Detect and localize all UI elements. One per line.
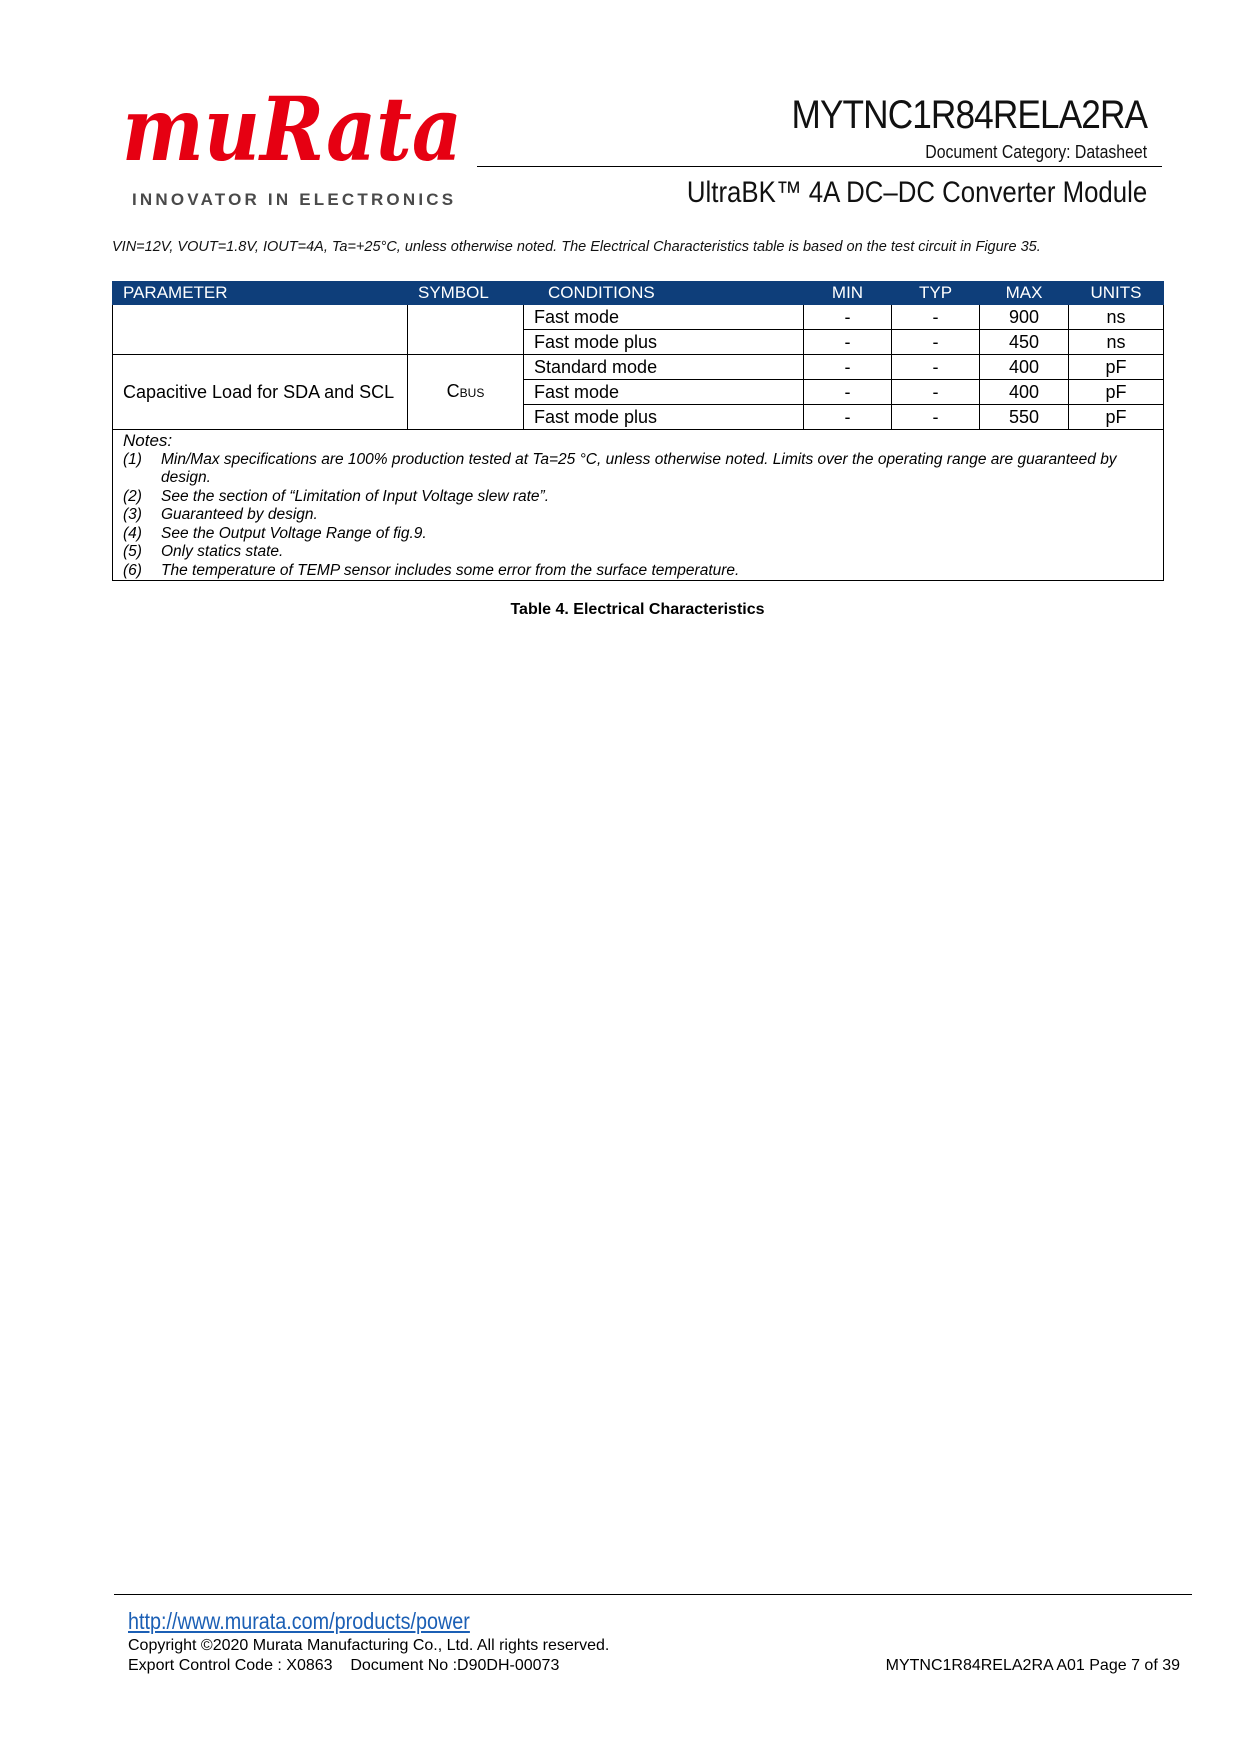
units-cell: pF	[1069, 380, 1164, 405]
export-control-text: Export Control Code : X0863 Document No :D90DH-00073	[128, 1657, 560, 1674]
min-cell: -	[804, 305, 892, 330]
conditions-cell: Fast mode	[524, 305, 804, 330]
min-cell: -	[804, 405, 892, 430]
conditions-cell: Standard mode	[524, 355, 804, 380]
note-number: (3)	[123, 506, 142, 523]
note-text: Only statics state.	[161, 543, 284, 560]
note-item	[123, 488, 1153, 507]
symbol-cell	[408, 305, 524, 355]
note-number: (5)	[123, 543, 142, 560]
document-subtitle: UltraBK™ 4A DC–DC Converter Module	[686, 176, 1147, 209]
logo-text: muRata	[122, 77, 462, 181]
parameter-cell: Capacitive Load for SDA and SCL	[113, 355, 408, 430]
min-cell: -	[804, 380, 892, 405]
typ-cell: -	[892, 330, 980, 355]
note-text: The temperature of TEMP sensor includes some error from the surface temperature.	[161, 561, 740, 579]
note-text: See the section of “Limitation of Input Voltage slew rate”.	[161, 487, 549, 505]
note-text: See the Output Voltage Range of fig.9.	[161, 524, 427, 542]
col-min: MIN	[804, 282, 892, 305]
typ-cell: -	[892, 405, 980, 430]
parameter-cell	[113, 305, 408, 355]
col-parameter: PARAMETER	[113, 282, 408, 305]
col-conditions: CONDITIONS	[524, 282, 804, 305]
col-symbol: SYMBOL	[408, 282, 524, 305]
note-number: (2)	[123, 487, 142, 505]
col-units: UNITS	[1069, 282, 1164, 305]
footer-divider	[114, 1594, 1192, 1595]
min-cell: -	[804, 355, 892, 380]
test-conditions: VIN=12V, VOUT=1.8V, IOUT=4A, Ta=+25°C, unless otherwise noted. The Electrical Characteristics table is based on the test circuit in Figure 35.	[112, 239, 1041, 255]
notes-row	[113, 430, 1164, 581]
max-cell: 400	[980, 355, 1069, 380]
notes-title: Notes:	[123, 431, 173, 450]
units-cell: pF	[1069, 355, 1164, 380]
electrical-characteristics-table	[112, 281, 1164, 581]
typ-cell: -	[892, 355, 980, 380]
note-number: (6)	[123, 561, 142, 579]
symbol-cell	[408, 355, 524, 430]
max-cell: 550	[980, 405, 1069, 430]
max-cell: 400	[980, 380, 1069, 405]
conditions-cell: Fast mode	[524, 380, 804, 405]
table-row	[113, 305, 1164, 330]
typ-cell: -	[892, 380, 980, 405]
document-category: Document Category: Datasheet	[925, 142, 1147, 162]
copyright-text: Copyright ©2020 Murata Manufacturing Co., Ltd. All rights reserved.	[128, 1637, 610, 1654]
murata-logo	[122, 77, 467, 181]
table-caption: Table 4. Electrical Characteristics	[510, 601, 765, 618]
note-item	[123, 562, 1153, 581]
note-item	[123, 506, 1153, 525]
max-cell: 900	[980, 305, 1069, 330]
part-number: MYTNC1R84RELA2RA	[791, 93, 1147, 137]
col-typ: TYP	[892, 282, 980, 305]
units-cell: ns	[1069, 305, 1164, 330]
notes-cell	[113, 430, 1164, 581]
note-text: Guaranteed by design.	[161, 506, 318, 523]
typ-cell: -	[892, 305, 980, 330]
note-item	[123, 525, 1153, 544]
symbol-main: C	[446, 381, 460, 401]
units-cell: ns	[1069, 330, 1164, 355]
units-cell: pF	[1069, 405, 1164, 430]
note-item	[123, 451, 1153, 488]
note-text: Min/Max specifications are 100% production tested at Ta=25 °C, unless otherwise noted. Limits over the operating range are guaranteed by design.	[161, 450, 1117, 486]
note-number: (4)	[123, 524, 142, 542]
page-number: MYTNC1R84RELA2RA A01 Page 7 of 39	[885, 1657, 1180, 1674]
header-divider	[477, 166, 1162, 167]
logo-tagline: INNOVATOR IN ELECTRONICS	[132, 190, 457, 209]
table-row	[113, 355, 1164, 380]
symbol-subscript: BUS	[459, 386, 485, 400]
murata-power-link[interactable]: http://www.murata.com/products/power	[128, 1608, 470, 1634]
note-item	[123, 543, 1153, 562]
conditions-cell: Fast mode plus	[524, 405, 804, 430]
col-max: MAX	[980, 282, 1069, 305]
conditions-cell: Fast mode plus	[524, 330, 804, 355]
table-header-row	[113, 282, 1164, 305]
note-number: (1)	[123, 450, 142, 468]
min-cell: -	[804, 330, 892, 355]
max-cell: 450	[980, 330, 1069, 355]
